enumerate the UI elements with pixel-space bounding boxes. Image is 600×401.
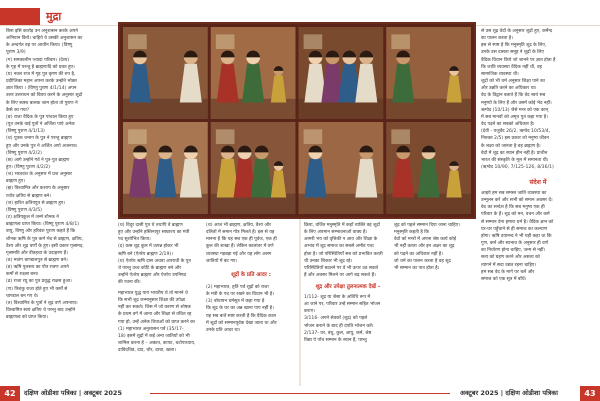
text-line: परिस्थितियाँ बदलने पर वे भी ऊपर उठ सकते bbox=[304, 265, 379, 271]
footer-rule-right bbox=[300, 393, 450, 394]
text-line: आइये हम सब समस्त जाति व्यवस्था का bbox=[481, 191, 547, 196]
text-line: हम सब वेद के मार्ग पर चलें और bbox=[481, 269, 535, 275]
text-line: के मंत्री के पद पर रखने का विधान भी है। bbox=[206, 292, 275, 298]
text-line: (ट) क्षत्रियकुल में जन्मे शौनक ने bbox=[6, 215, 59, 221]
text-line: वायु, विष्णु और हरिवंश पुराण कहते हैं कि bbox=[6, 229, 76, 235]
left-page-column-1 bbox=[6, 28, 114, 384]
text-line: ब्राह्मण हुए। bbox=[6, 179, 25, 185]
text-line: का पालन करता है। bbox=[481, 36, 513, 42]
text-line: पद सुशोभित किया। bbox=[118, 237, 151, 243]
text-line: वैश्य और शूद्र वर्णों के हुए। इसी प्रकार गृत्समद, bbox=[6, 243, 84, 249]
text-line: (घ) नवल राज में गृह पुत्र कृष्ण की रुप है, bbox=[6, 71, 76, 77]
text-line: होगा। ऋषि दयानन्द ने भी यही कहा था कि bbox=[481, 233, 552, 239]
text-line: 2/137- घर, बंधु, कुल, आयु, कर्म, श्रेष्ठ bbox=[304, 330, 372, 336]
couple-with-child-panel bbox=[299, 27, 384, 119]
text-line: (ञ) हारित क्षत्रियपुत्र से ब्राह्मण हुए। bbox=[6, 200, 66, 206]
text-line: वेद पढ़ने का सबको अधिकार है। bbox=[481, 122, 535, 128]
footer-masthead-left: दक्षिण ओडीशा पत्रिका | अक्टूबर 2025 bbox=[24, 389, 122, 397]
sub-heading-respect: शूद्रों के प्रति आदर : bbox=[231, 272, 271, 278]
text-line: के लक्ष्य को जानता है वह ब्राह्मण है। bbox=[481, 143, 541, 149]
text-line: के लिए स्वस्थ बालक जाम होता तो पुराण ने bbox=[6, 100, 78, 106]
page-number-left: 42 bbox=[0, 386, 20, 401]
text-line: कि जाति व्यवस्था वैदिक नहीं थी, वह bbox=[481, 64, 542, 70]
text-line: कराए। bbox=[304, 309, 315, 315]
text-line: थी उनका शिकार भी शूद्र रहे। bbox=[304, 258, 353, 264]
text-line: (ग) समकालीन ज्यादा परिवार। (देश्य) bbox=[6, 57, 70, 63]
text-line: (2) महाभारत, हृति पर्व शूद्रों को राजा bbox=[206, 285, 269, 290]
text-line: वैदिक विधान किये जो जानने पर ज्ञात होता है bbox=[481, 57, 556, 63]
text-line: (3) बोधायन धर्मसूत्र में कहा गया है bbox=[206, 299, 265, 305]
text-line: (विष्णु पुराण 4/1/13) bbox=[6, 129, 45, 135]
text-line: (झ) विश्वामित्र और कश्यप के अनुसार bbox=[6, 186, 70, 192]
text-line: (च) पुत्रक जनाग के पुत्र ने परन्तु ब्राह्मण bbox=[6, 136, 72, 142]
courtyard-scene-panel bbox=[123, 122, 208, 214]
text-line: होता है। जो परिस्थितियाँ सब को प्रभावित करती bbox=[304, 251, 383, 257]
procession-panel bbox=[386, 27, 471, 119]
text-line: उनके उस दासता समूह ने शूद्रों के लिए bbox=[481, 50, 544, 56]
text-line: विश्वामित्र स्वयं क्षत्रिय थे परन्तु बाद उन्होंने bbox=[6, 308, 76, 314]
text-line: (ङ) राजा वैदिक के पुत्र पांचाल किया हुए bbox=[6, 114, 74, 120]
seated-figures-panel bbox=[123, 27, 208, 119]
text-line: कि सभी शूद्र जन्मानुसार शिक्षा की उपेक्षा bbox=[118, 298, 186, 304]
text-line: कर्मों से राक्षस बना। bbox=[6, 272, 39, 278]
text-line: नहीं कर सकते। जिस में जो कारण से शोषक bbox=[118, 305, 191, 311]
text-line: ब्राह्मणत्व प्राप्त किया। (विष्णु पुराण 4/8/1) bbox=[6, 222, 80, 228]
right-page-column-1-top bbox=[304, 222, 390, 282]
text-line: वेद के विद्वान बताते हैं कि वेद स्वयं सब bbox=[481, 93, 546, 99]
section-color-bar bbox=[0, 8, 40, 25]
text-line: इस से स्पष्ट है कि मनुस्मृति शूद्र के लिए, bbox=[481, 43, 547, 49]
text-line: भारत की संस्कृति के मूल में समानता थी। bbox=[481, 157, 549, 163]
text-line: दाविदचिड, दाद, चौर, दरवा, खशा। bbox=[118, 348, 176, 354]
text-line: के अन्दर्गत वह पर आधीन किया। (विष्णु bbox=[6, 43, 73, 49]
text-line: परिवार के हैं। शूद्र को मन, वचन और कर्म bbox=[481, 212, 550, 218]
footer-left bbox=[0, 386, 300, 401]
text-line: रथोत्र क्षत्रिय से ब्राह्मण बने। bbox=[6, 193, 51, 199]
text-line: जो धर्म का पालन करता है वह शूद्र bbox=[394, 258, 451, 264]
left-page-column-3-bottom bbox=[206, 284, 296, 384]
text-line: भी नहीं करता और इन अक्षर का शूद्र bbox=[394, 244, 455, 250]
text-line: मनुष्यों के लिए हैं और उसमें कोई भेद नहीं। bbox=[481, 100, 552, 106]
sub-heading-respect-wrap bbox=[206, 270, 296, 280]
text-line: व्यवस्था गड़बड़ा गई और यह लोग अलग bbox=[206, 251, 272, 257]
text-line: का निर्धारण होना चाहिए, जन्म से नहीं। bbox=[481, 248, 546, 254]
text-line: और उन्नति करने का अधिकार था। bbox=[481, 86, 537, 92]
text-line: के गृह में परन्तु है ब्राह्मणादि को प्रवत हुए। bbox=[6, 64, 75, 70]
section-title: मुद्रा bbox=[40, 8, 67, 25]
text-line: कि शूद्र के घर का अन्न खाना पाप नहीं है। bbox=[206, 306, 274, 312]
text-line: से उस शूद्र वेदों के अनुसार शूद्रों हुए, कर्मेन्द bbox=[481, 29, 553, 34]
right-page-column-3-bottom bbox=[481, 190, 595, 384]
text-line: विद्या ये पाँच सम्मान के स्थान हैं, परन्तु bbox=[304, 337, 367, 343]
text-line: भोजन कराने के बाद ही दंपति भोजन करें। bbox=[304, 323, 374, 329]
text-line: शूद्र को पहले सम्मान दिया जाना चाहिए। bbox=[394, 223, 461, 228]
text-line: वेद का सन्देश है कि सब मनुष्य एक ही bbox=[481, 205, 545, 211]
text-line: उन्होंने ऐतरेय ब्राह्मण और ऐतरेय उपनिषद bbox=[118, 273, 187, 279]
right-subhead: संदेश में bbox=[529, 179, 547, 186]
text-line: (ज) भरतवंश के अनुसार में प्रज अनुसार bbox=[6, 172, 72, 178]
text-line: 18) इसमें शूद्रों में कई अन्य जातियों को भी bbox=[118, 333, 190, 339]
text-line: (ऋग्वेद 10/90, 7/125-126, 8/36/1) bbox=[481, 164, 554, 170]
text-line: (विष्णु पुराण 4/2/2) bbox=[6, 150, 42, 156]
illustration-svg bbox=[120, 24, 474, 217]
text-line: कुल की शाखा हैं। लेकिन कालांतर में वर्ण bbox=[206, 244, 274, 250]
text-line: के लिए अपमान सम्भावनाओं वाक्य है। bbox=[304, 230, 368, 236]
text-line: कैसे का गया? bbox=[6, 107, 30, 113]
text-line: (ड) ऋषि पुलस्त्य का पौत्र रावण अपने bbox=[6, 265, 69, 271]
text-line: (त) विश्वामित्र के पुत्रों ने शूद्र वर्ण अपनाया। bbox=[6, 300, 78, 306]
text-line: आ जाने पर, परिवार उन्हें सम्मान सहित भोजन bbox=[304, 302, 381, 308]
text-line: से सम्मान देना हमारा धर्म है। वैदिक ज्ञान को bbox=[481, 219, 554, 225]
right-subhead-wrap bbox=[481, 176, 595, 188]
text-line: (1) महाभारत अनुशासन पर्व (35/17- bbox=[118, 326, 184, 332]
text-line: गृत्समति और वीतहव्य के उदाहरण हैं। bbox=[6, 250, 68, 256]
footer-rule-left bbox=[150, 393, 300, 394]
footer-right bbox=[300, 386, 600, 401]
text-line: (ढ) राजा रघु का पुत्र प्रवृद्ध राक्षस हुआ। bbox=[6, 279, 72, 285]
group-portrait-panel bbox=[386, 122, 471, 214]
text-line: ज्ञात किया । (विष्णु पुराण 4/1/14) अपन bbox=[6, 86, 77, 92]
text-line: उन्मूलन करें और सभी को समान अवसर दें। bbox=[481, 198, 553, 204]
text-line: त्यागने में सदा उद्यत रहना चाहिए। bbox=[481, 262, 537, 268]
text-line: (पुत्र उनके वाई पुत्रों ने अर्जिता पाये अनेक bbox=[6, 122, 75, 128]
text-line: महाभारत युद्ध याय भारतीय थे तो मानने थे bbox=[118, 291, 188, 296]
text-line: शूद्रों को भी धर्म अनुसार शिक्षा पाने का bbox=[481, 79, 545, 85]
sub-heading-comparison: शूद्र और उपेक्षा तुलनात्मक देखें – bbox=[315, 284, 381, 290]
text-line: प्रदीप्तिका महान अपना करके उन्होंने भोक्त bbox=[6, 79, 77, 85]
text-line: सामाजिक व्यवस्था थी। bbox=[481, 71, 519, 77]
text-line: हैं और अवसर मिलने पर आगे बढ़ सकते हैं। bbox=[304, 273, 376, 279]
left-page-column-2-bottom bbox=[118, 290, 202, 384]
text-line: (द) वत्स शूद्र कुल में उत्पन्न होकर भी bbox=[118, 244, 179, 250]
market-scene-panel bbox=[211, 122, 296, 214]
text-line: मनुस्मृति कहती है कि bbox=[394, 230, 429, 236]
text-line: (ठ) मातंग चाण्डालपुत्र से ब्राह्मण बने। bbox=[6, 258, 68, 263]
text-line: (देवी - यजुर्वेद 26/2, ऋग्वेद 10/53/4, bbox=[481, 129, 551, 135]
text-line: दलितों में समान गोत्र मिलते हैं। इस से यह bbox=[206, 230, 275, 236]
text-line: हुए और उन्होंने हस्तिनापुर साम्राज्य का मंत्री bbox=[118, 230, 190, 236]
text-line: वेदों को मन्त्रों में अपना श्रेष्ठ कार्य कोई bbox=[394, 237, 457, 243]
text-line: अभियान किये। चाहिये वे उसकी अनुशासन का bbox=[6, 36, 83, 42]
mother-child-panel bbox=[299, 122, 384, 214]
text-line: थे परन्तु उच्च कोटि के ब्राह्मण बने और bbox=[118, 265, 182, 271]
text-line: (विष्णु पुराण 4/3/5) bbox=[6, 207, 42, 213]
text-line: हुए। (विष्णु पुराण 4/2/2) bbox=[6, 164, 51, 170]
text-line: शामिल करना है – अकात, कापट, चटोपाध्याय, bbox=[118, 341, 196, 347]
text-line: में सब मानवों को अमृत पुत्र कहा गया है। bbox=[481, 114, 548, 120]
family-group-panel bbox=[211, 27, 296, 119]
text-line: 3/116- अपने सेवकों (शूद्र) को पहले bbox=[304, 316, 368, 322]
text-line: ऋषि बने (ऐतरेय ब्राह्मण 2/19)। bbox=[118, 251, 173, 257]
text-line: में शूद्रों को सम्मानपूर्वक देखा जाता था और bbox=[206, 320, 277, 326]
text-line: उत्तर उत्तराधन को विवय करने के अनुसार शूद्रों bbox=[6, 93, 83, 99]
text-line: बिना इसि कारोड़ उन अनुशासन करके अपने bbox=[6, 29, 78, 34]
text-line: (थ) विदुर दासी पुत्र थे तथापि वे ब्राह्मण bbox=[118, 223, 183, 228]
text-line: मानना है कि यह सब एक ही पूर्वज, एक ही bbox=[206, 237, 277, 243]
illustration-collage bbox=[118, 22, 476, 219]
text-line: गया हो, उन्हें अनेक विधाओं को प्राप्त करने का bbox=[118, 319, 195, 325]
text-line: 1/112- शूद्र या जैसा के अतिथि रूप में bbox=[304, 295, 371, 300]
text-line: जातियों में बंट गए। bbox=[206, 258, 238, 264]
left-page-column-3-top bbox=[206, 222, 296, 268]
text-line: हुए और उनके पुत्र ने अर्जित अर्पा अजनाथ। bbox=[6, 143, 78, 149]
text-line: चाण्डाल बन गए थे। bbox=[6, 293, 39, 299]
right-page-column-2 bbox=[394, 222, 476, 384]
text-line: सत्य को ग्रहण करने और असत्य को bbox=[481, 255, 540, 261]
text-line: भी सम्मान का पात्र होता है। bbox=[394, 265, 440, 271]
page-number-right: 43 bbox=[580, 386, 600, 401]
text-line: (ध) ऐतरेय ऋषि दास अथवा अपराधी के पुत्र bbox=[118, 258, 191, 264]
text-line: वेदों में शूद्र का स्थान हीन नहीं है। प्राचीन bbox=[481, 150, 548, 156]
text-line: आमरी भय को वृत्तिकी न आय और शिक्षा के bbox=[304, 237, 378, 243]
text-line: ऋग्वेद (10/13) जैसे मन्त्र को एक कान् bbox=[481, 107, 549, 113]
footer-masthead-right: अक्टूबर 2025 | दक्षिण ओडीशा पत्रिका bbox=[460, 389, 558, 397]
right-page-column-1-bottom bbox=[304, 294, 390, 384]
text-line: गुण, कर्म और स्वभाव के अनुसार ही वर्ण bbox=[481, 241, 549, 247]
text-line: यह सब बातें स्पष्ट करती हैं कि वैदिक काल bbox=[206, 313, 276, 319]
text-line: के प्रथम वर्ग में आना और शिक्षा से वंचित रह bbox=[118, 312, 192, 318]
text-line: समाज को एक सूत्र में बाँधें। bbox=[481, 276, 527, 282]
text-line: ब्राह्मणत्व को प्राप्त किया। bbox=[6, 315, 48, 321]
text-line: (छ) आगे उन्होंने गर्व ने पुत्र-पुत्र ब्राह्मण bbox=[6, 157, 70, 163]
sub-heading-comparison-wrap bbox=[304, 282, 392, 292]
text-line: को पढ़ने का अधिकार नहीं है। bbox=[394, 251, 443, 257]
text-line: (ण) त्रिशंकु राजा होते हुए भी कर्मों से bbox=[6, 286, 68, 292]
text-line: अभाव में शूद्र समाज का सबसे अमौव पचा bbox=[304, 244, 374, 250]
text-line: निरुक्त 2/5) इस प्रकार जो मनुष्य जीवन bbox=[481, 136, 549, 142]
text-line: पुराण 3/9) bbox=[6, 50, 26, 56]
left-page-column-2-top bbox=[118, 222, 202, 288]
right-page-column-3-top bbox=[481, 28, 595, 174]
text-line: क्रिया, वर्जित मनुस्मृति में कहाँ व्यक्ति वह शूद्रों bbox=[304, 223, 380, 228]
text-line: घर-घर पहुँचाने से ही समाज का कल्याण bbox=[481, 226, 548, 232]
text-line: शौनक ऋषि के पुत्र कर्म भेद से ब्राह्मण, क्षत्रिय, bbox=[6, 236, 83, 242]
text-line: की रचना की। bbox=[118, 280, 141, 286]
text-line: उनके प्रति आदर था। bbox=[206, 327, 241, 333]
text-line: (थ) आज भी ब्राह्मण, क्षत्रिय, वैश्य और bbox=[206, 223, 271, 228]
section-header bbox=[0, 8, 76, 25]
